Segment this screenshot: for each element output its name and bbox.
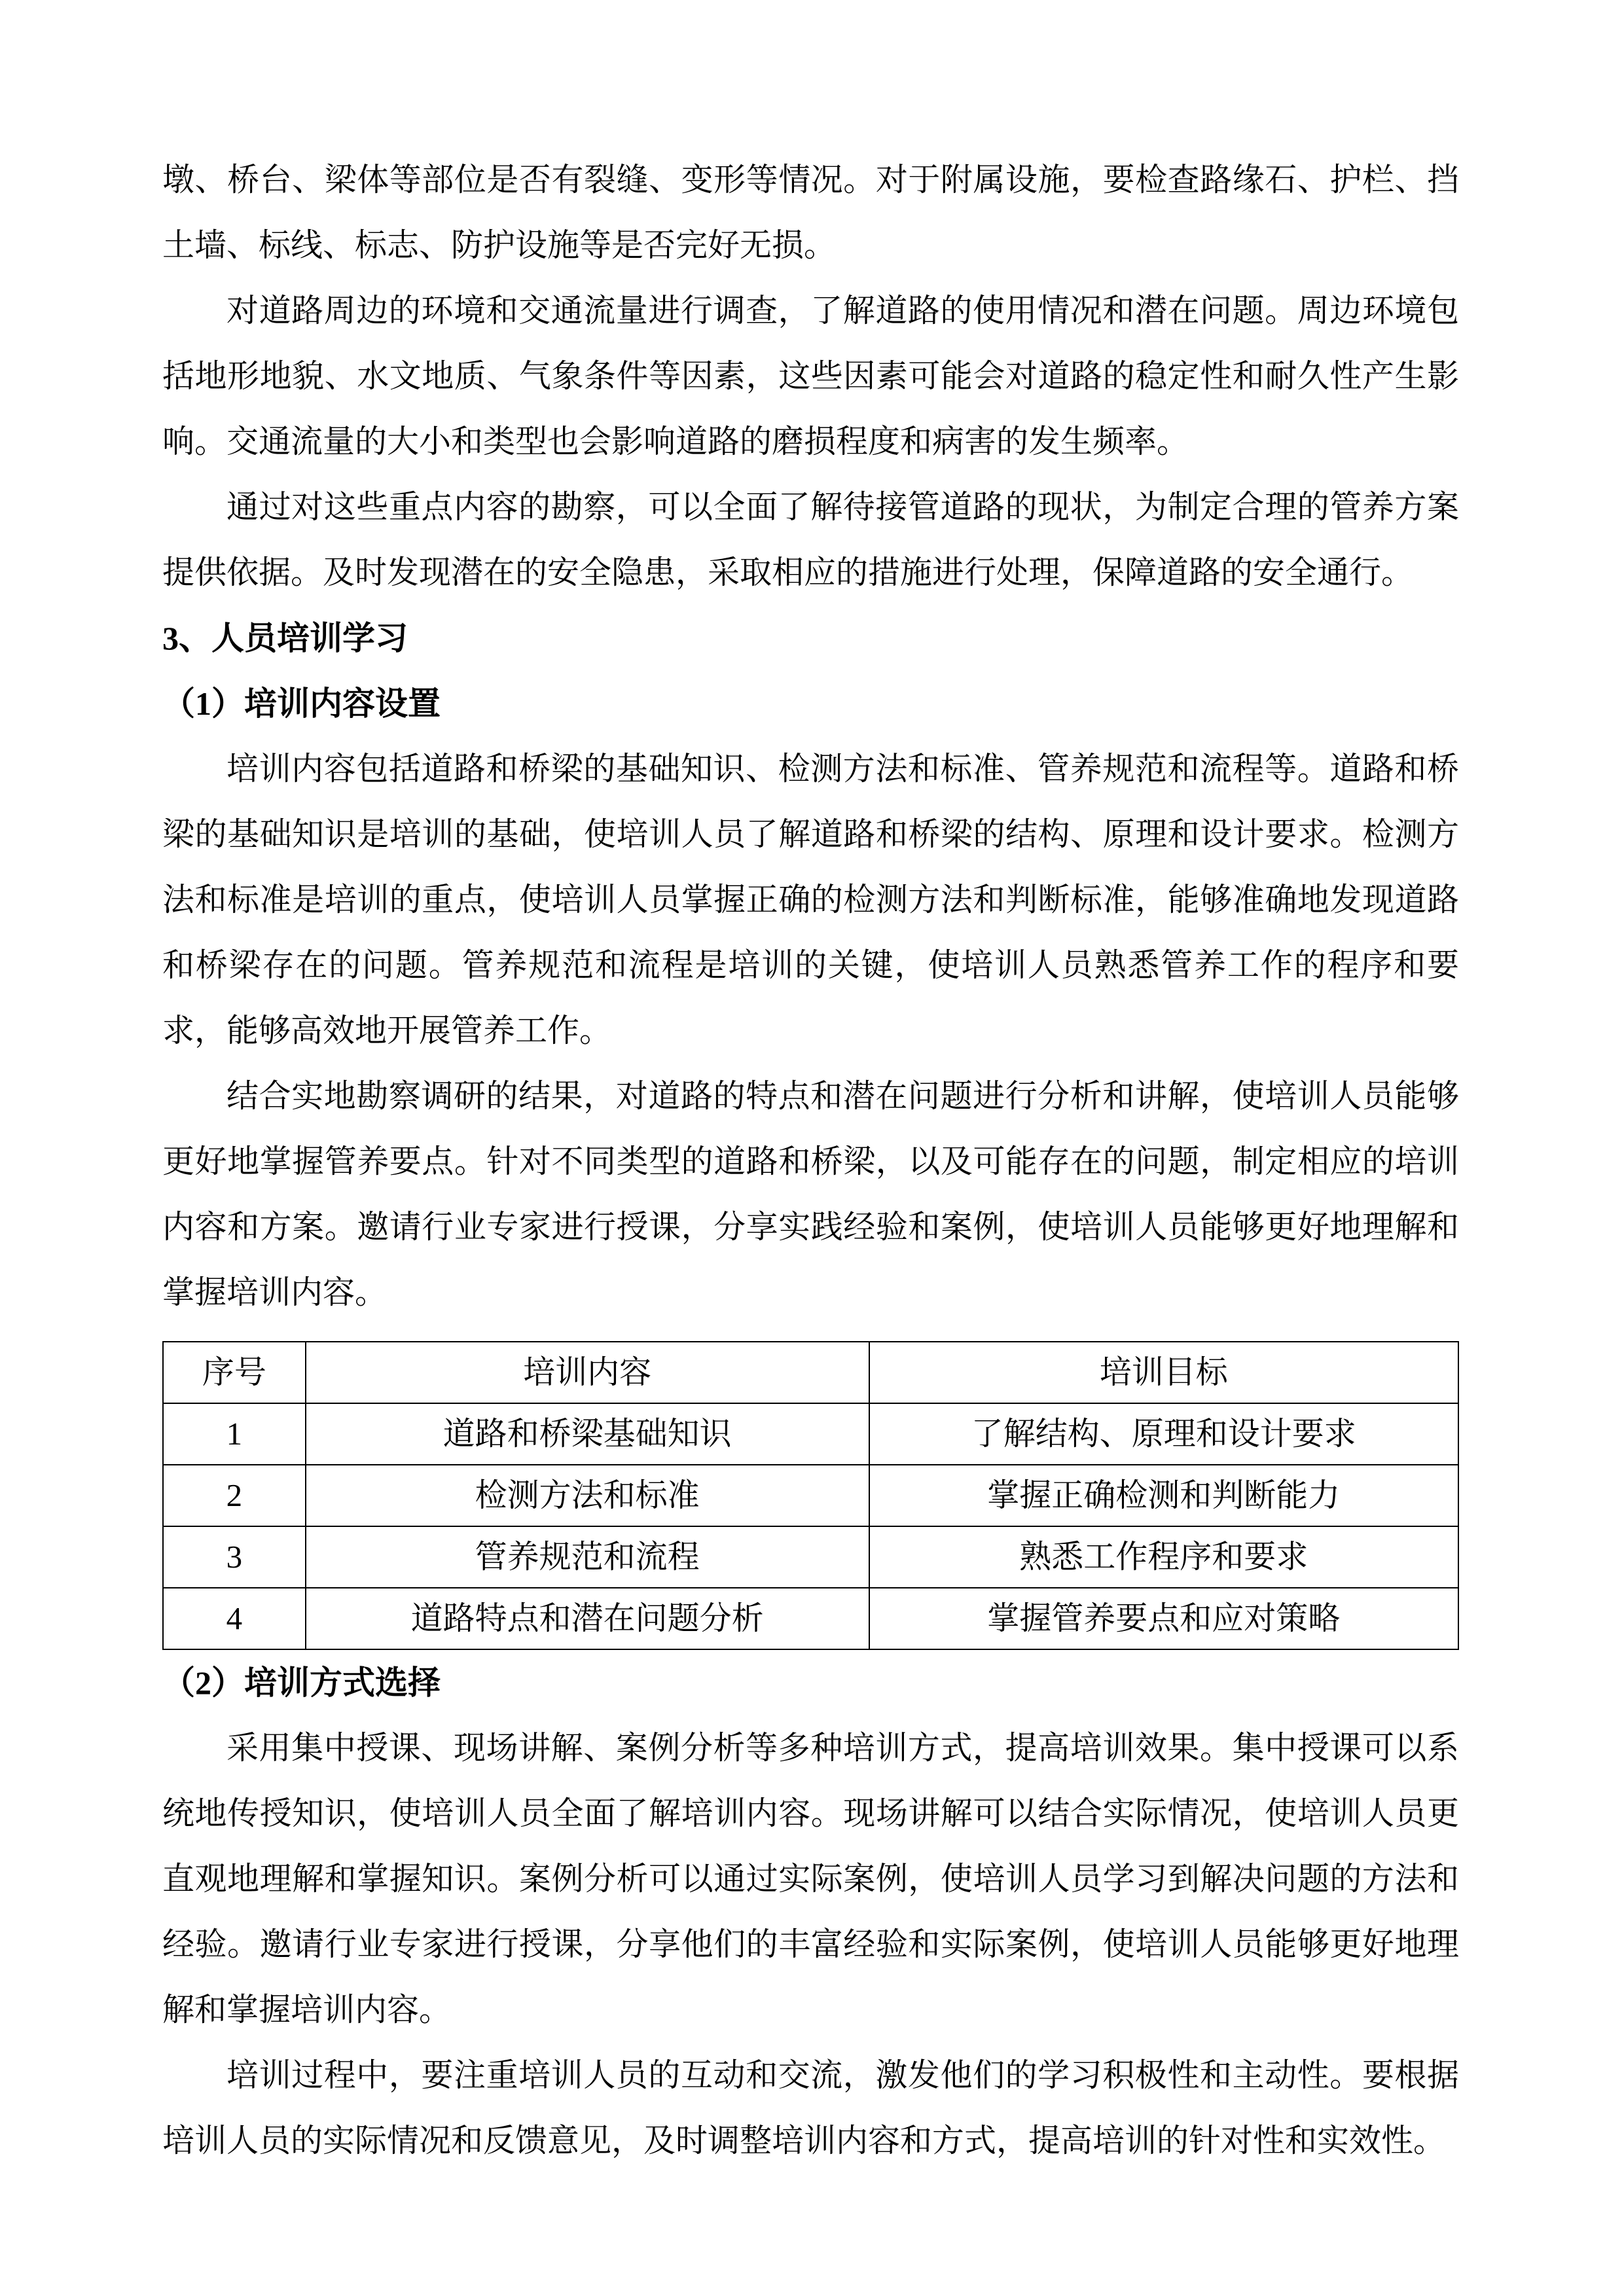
subsection-heading-training-method: （2）培训方式选择 [162, 1664, 441, 1701]
paragraph: 结合实地勘察调研的结果，对道路的特点和潜在问题进行分析和讲解，使培训人员能够更好地掌握管养要点。针对不同类型的道路和桥梁，以及可能存在的问题，制定相应的培训内容和方案。邀请行业专家进行授课，分享实践经验和案例，使培训人员能够更好地理解和掌握培训内容。 [162, 1078, 1459, 1310]
training-content-table [162, 1341, 1459, 1650]
paragraph-continuation: 墩、桥台、梁体等部位是否有裂缝、变形等情况。对于附属设施，要检查路缘石、护栏、挡土墙、标线、标志、防护设施等是否完好无损。 [162, 162, 1459, 263]
subsection-heading-training-content: （1）培训内容设置 [162, 685, 441, 722]
table-row [163, 1403, 1458, 1465]
table-cell: 1 [163, 1403, 306, 1465]
table-cell: 道路和桥梁基础知识 [306, 1403, 869, 1465]
table-cell: 3 [163, 1526, 306, 1588]
table-header-cell: 培训内容 [306, 1342, 869, 1403]
paragraph: 对道路周边的环境和交通流量进行调查，了解道路的使用情况和潜在问题。周边环境包括地形地貌、水文地质、气象条件等因素，这些因素可能会对道路的稳定性和耐久性产生影响。交通流量的大小和类型也会影响道路的磨损程度和病害的发生频率。 [162, 293, 1459, 459]
table-header-cell: 序号 [163, 1342, 306, 1403]
section-heading: 3、人员培训学习 [162, 620, 408, 656]
table-cell: 掌握正确检测和判断能力 [869, 1465, 1458, 1526]
table-row [163, 1526, 1458, 1588]
table-row [163, 1465, 1458, 1526]
table-cell: 掌握管养要点和应对策略 [869, 1588, 1458, 1649]
table-header-cell: 培训目标 [869, 1342, 1458, 1403]
paragraph: 采用集中授课、现场讲解、案例分析等多种培训方式，提高培训效果。集中授课可以系统地传授知识，使培训人员全面了解培训内容。现场讲解可以结合实际情况，使培训人员更直观地理解和掌握知识。案例分析可以通过实际案例，使培训人员学习到解决问题的方法和经验。邀请行业专家进行授课，分享他们的丰富经验和实际案例，使培训人员能够更好地理解和掌握培训内容。 [162, 1730, 1459, 2028]
table-row [163, 1588, 1458, 1649]
table-cell: 熟悉工作程序和要求 [869, 1526, 1458, 1588]
table-cell: 道路特点和潜在问题分析 [306, 1588, 869, 1649]
paragraph: 培训内容包括道路和桥梁的基础知识、检测方法和标准、管养规范和流程等。道路和桥梁的基础知识是培训的基础，使培训人员了解道路和桥梁的结构、原理和设计要求。检测方法和标准是培训的重点，使培训人员掌握正确的检测方法和判断标准，能够准确地发现道路和桥梁存在的问题。管养规范和流程是培训的关键，使培训人员熟悉管养工作的程序和要求，能够高效地开展管养工作。 [162, 751, 1459, 1049]
table-cell: 了解结构、原理和设计要求 [869, 1403, 1458, 1465]
table-header-row [163, 1342, 1458, 1403]
table-cell: 检测方法和标准 [306, 1465, 869, 1526]
paragraph: 培训过程中，要注重培训人员的互动和交流，激发他们的学习积极性和主动性。要根据培训人员的实际情况和反馈意见，及时调整培训内容和方式，提高培训的针对性和实效性。 [162, 2057, 1459, 2159]
table-cell: 2 [163, 1465, 306, 1526]
table-cell: 4 [163, 1588, 306, 1649]
table-cell: 管养规范和流程 [306, 1526, 869, 1588]
paragraph: 通过对这些重点内容的勘察，可以全面了解待接管道路的现状，为制定合理的管养方案提供依据。及时发现潜在的安全隐患，采取相应的措施进行处理，保障道路的安全通行。 [162, 489, 1459, 590]
